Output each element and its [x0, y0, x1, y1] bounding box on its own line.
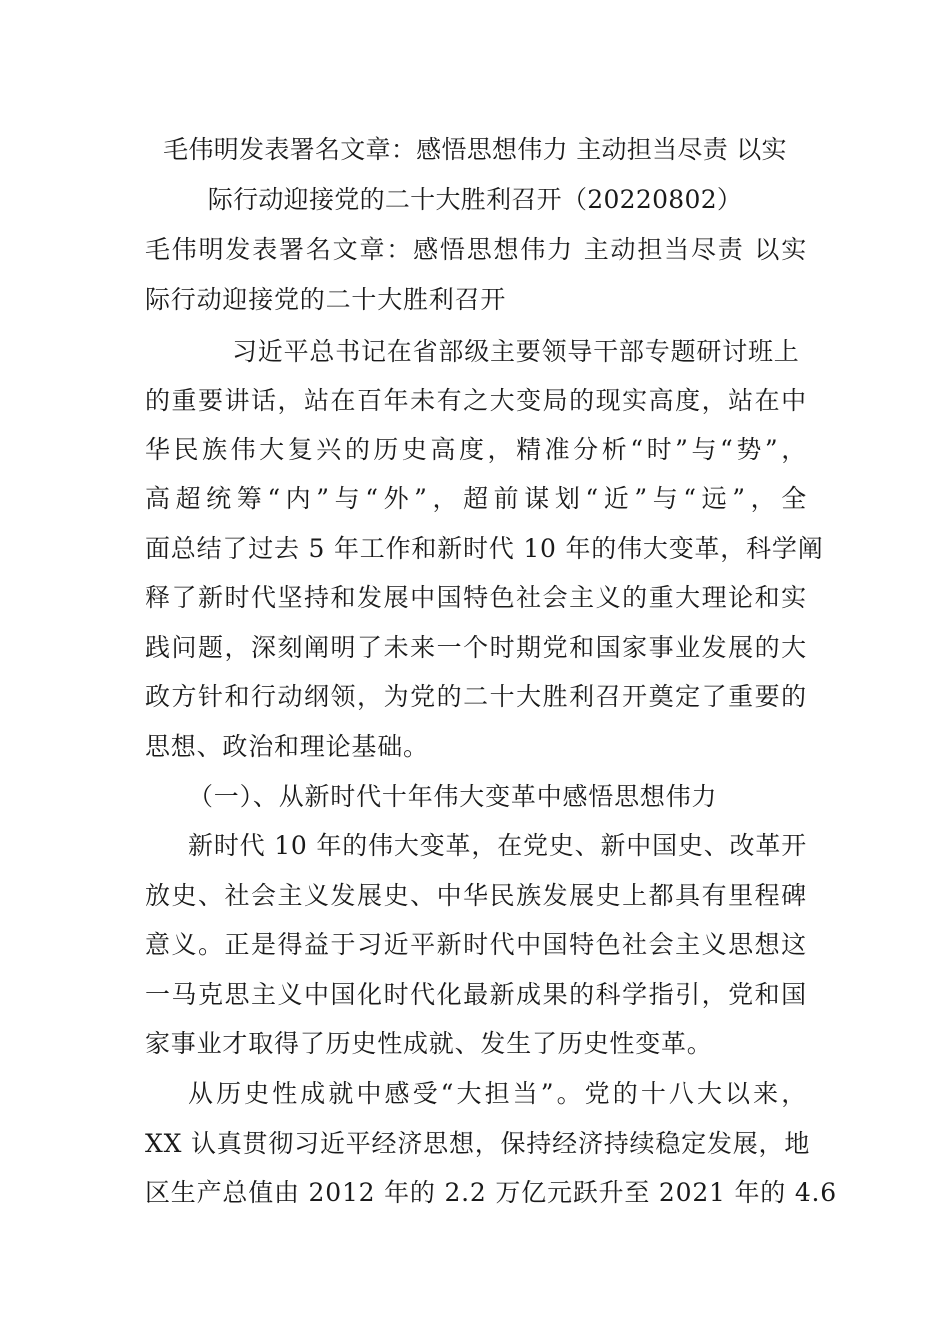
paragraph-1-line-1: 习近平总书记在省部级主要领导干部专题研讨班上 [232, 337, 800, 366]
paragraph-1-line-7: 践问题，深刻阐明了未来一个时期党和国家事业发展的大 [145, 633, 807, 662]
paragraph-1-line-5: 面总结了过去 5 年工作和新时代 10 年的伟大变革，科学阐 [145, 534, 824, 563]
paragraph-1-line-8: 政方针和行动纲领，为党的二十大胜利召开奠定了重要的 [145, 682, 807, 711]
paragraph-2-line-4: 一马克思主义中国化时代化最新成果的科学指引，党和国 [145, 980, 807, 1009]
paragraph-1-line-4: 高超统筹“内”与“外”，超前谋划“近”与“远”，全 [145, 484, 807, 513]
paragraph-3-line-2: XX 认真贯彻习近平经济思想，保持经济持续稳定发展，地 [145, 1129, 811, 1158]
paragraph-2-line-2: 放史、社会主义发展史、中华民族发展史上都具有里程碑 [145, 881, 807, 910]
document-title-line-1: 毛伟明发表署名文章：感悟思想伟力 主动担当尽责 以实 [163, 135, 787, 164]
paragraph-1-line-2: 的重要讲话，站在百年未有之大变局的现实高度，站在中 [145, 386, 807, 415]
paragraph-2-line-1: 新时代 10 年的伟大变革，在党史、新中国史、改革开 [188, 831, 807, 860]
section-1-heading: （一）、从新时代十年伟大变革中感悟思想伟力 [188, 782, 718, 811]
paragraph-3-line-3: 区生产总值由 2012 年的 2.2 万亿元跃升至 2021 年的 4.6 [145, 1178, 837, 1207]
article-heading-line-1: 毛伟明发表署名文章：感悟思想伟力 主动担当尽责 以实 [145, 235, 807, 264]
paragraph-2-line-3: 意义。正是得益于习近平新时代中国特色社会主义思想这 [145, 930, 807, 959]
paragraph-2-line-5: 家事业才取得了历史性成就、发生了历史性变革。 [145, 1029, 713, 1058]
article-heading-line-2: 际行动迎接党的二十大胜利召开 [145, 285, 507, 314]
paragraph-1-line-9: 思想、政治和理论基础。 [145, 732, 429, 761]
paragraph-3-line-1: 从历史性成就中感受“大担当”。党的十八大以来， [188, 1079, 807, 1108]
document-title-line-2: 际行动迎接党的二十大胜利召开（20220802） [207, 185, 743, 214]
paragraph-1-line-6: 释了新时代坚持和发展中国特色社会主义的重大理论和实 [145, 583, 807, 612]
paragraph-1-line-3: 华民族伟大复兴的历史高度，精准分析“时”与“势”， [145, 435, 807, 464]
